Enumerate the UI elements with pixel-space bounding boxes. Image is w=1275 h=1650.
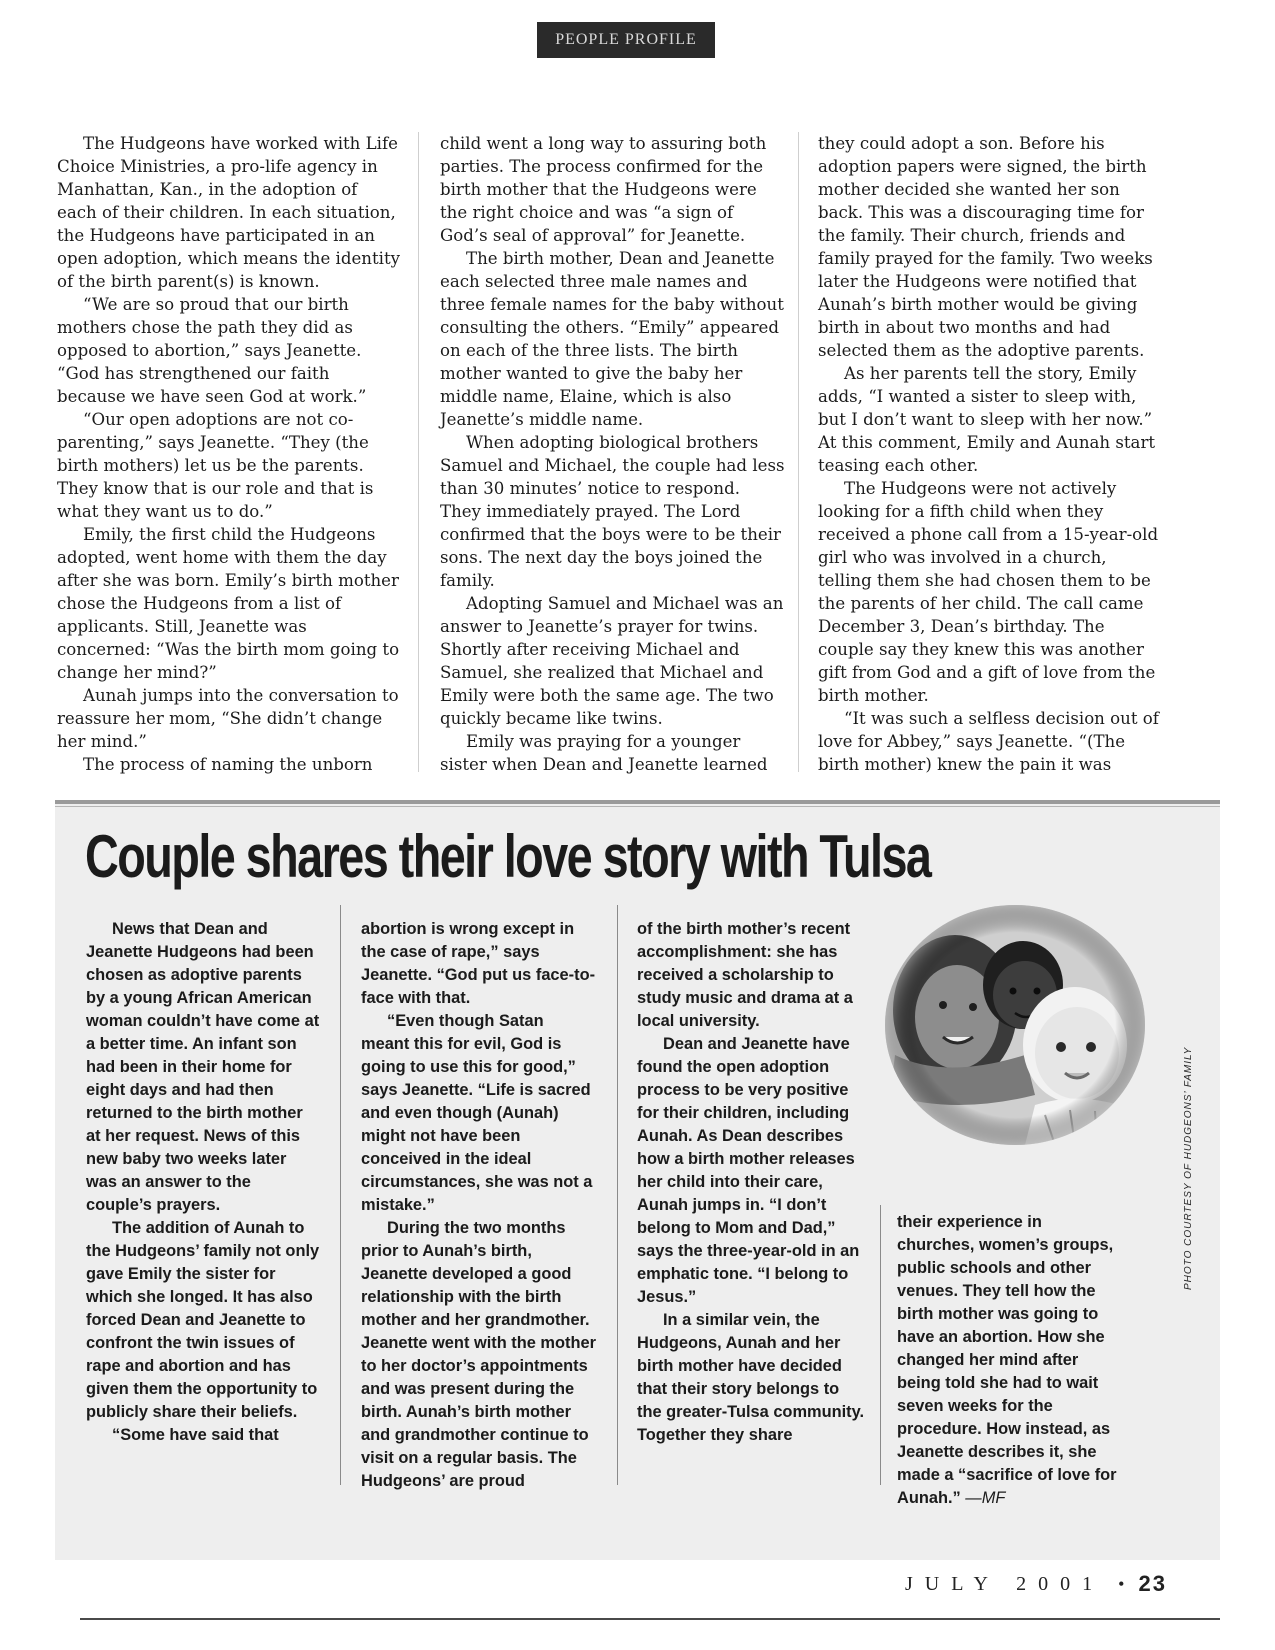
column-divider [418,132,419,772]
sidebar-column-2 [361,918,596,1493]
article-paragraph: they could adopt a son. Before his adoption papers were signed, the birth mother decided she wanted her son back. This was a discouraging time for the family. Their church, friends and family prayed for the family. Two weeks later the Hudgeons were notified that Aunah’s birth mother would be giving birth in about two months and had selected them as the adoptive parents. [818,134,1153,360]
article-paragraph: As her parents tell the story, Emily adds, “I wanted a sister to sleep with, but I don’t want to sleep with her now.” At this comment, Emily and Aunah start teasing each other. [818,364,1156,475]
sidebar-column-divider [617,905,618,1485]
sidebar-column-4 [897,1211,1117,1510]
sidebar-headline: Couple shares their love story with Tulsa [85,823,931,890]
sidebar-top-rule [55,800,1220,804]
bottom-rule [80,1618,1220,1620]
sidebar-paragraph: Dean and Jeanette have found the open adoption process to be very positive for their children, including Aunah. As Dean describes how a birth mother releases her child into their care, Aunah jumps in. “I don’t belong to Mom and Dad,” says the three-year-old in an emphatic tone. “I belong to Jesus.” [637,1035,860,1306]
article-paragraph: The Hudgeons were not actively looking for a fifth child when they received a phone call from a 15-year-old girl who was involved in a church, telling them she had chosen them to be the parents of her child. The call came December 3, Dean’s birthday. The couple say they knew this was another gift from God and a gift of love from the birth mother. [818,479,1159,705]
sidebar-paragraph: abortion is wrong except in the case of rape,” says Jeanette. “God put us face-to-face with that. [361,920,596,1007]
sidebar-paragraph [897,1211,1117,1510]
article-column-1 [57,132,402,776]
sidebar-top-rule-thin [55,806,1220,807]
page-footer [905,1571,1167,1597]
issue-date: JULY 2001 [905,1572,1105,1595]
article-paragraph: “We are so proud that our birth mothers chose the path they did as opposed to abortion,” says Jeanette. “God has strengthened our faith because we have seen God at work.” [57,295,367,406]
sidebar-paragraph: “Some have said that [112,1426,279,1444]
sidebar-paragraph: In a similar vein, the Hudgeons, Aunah and her birth mother have decided that their story belongs to the greater-Tulsa community. Together they share [637,1311,865,1444]
sidebar-paragraph: of the birth mother’s recent accomplishment: she has received a scholarship to study music and drama at a local university. [637,920,853,1030]
article-paragraph: Emily, the first child the Hudgeons adopted, went home with them the day after she was born. Emily’s birth mother chose the Hudgeons from a list of applicants. Still, Jeanette was concerned: “Was the birth mom going to change her mind?” [57,525,400,682]
sidebar-column-3 [637,918,867,1447]
article-paragraph: Adopting Samuel and Michael was an answer to Jeanette’s prayer for twins. Shortly after receiving Michael and Samuel, she realized that Michael and Emily were both the same age. The two quickly became like twins. [440,594,784,728]
article-paragraph: child went a long way to assuring both parties. The process confirmed for the birth mother that the Hudgeons were the right choice and was “a sign of God’s seal of approval” for Jeanette. [440,134,767,245]
article-paragraph: “Our open adoptions are not co-parenting,” says Jeanette. “They (the birth mothers) let us be the parents. They know that is our role and that is what they want us to do.” [57,410,374,521]
sidebar-paragraph: “Even though Satan meant this for evil, God is going to use this for good,” says Jeanette. “Life is sacred and even though (Aunah) might not have been conceived in the ideal circumstances, she was not a mistake.” [361,1012,593,1214]
sidebar-column-divider [340,905,341,1485]
footer-separator: • [1118,1573,1125,1594]
section-label: PEOPLE PROFILE [537,22,715,58]
sidebar-column-1 [86,918,321,1447]
article-column-3 [818,132,1163,776]
column-divider [798,132,799,772]
photo-credit: PHOTO COURTESY OF HUDGEONS’ FAMILY [1183,1046,1194,1290]
article-paragraph: Emily was praying for a younger sister when Dean and Jeanette learned [440,732,768,774]
page-number: 23 [1138,1571,1167,1596]
article-column-2 [440,132,785,776]
children-photo [885,905,1145,1145]
article-paragraph: When adopting biological brothers Samuel and Michael, the couple had less than 30 minutes’ notice to respond. They immediately prayed. The Lord confirmed that the boys were to be their sons. The next day the boys joined the family. [440,433,785,590]
article-paragraph: The Hudgeons have worked with Life Choice Ministries, a pro-life agency in Manhattan, Kan., in the adoption of each of their children. In each situation, the Hudgeons have participated in an open adoption, which means the identity of the birth parent(s) is known. [57,134,401,291]
children-photo-illustration [885,905,1145,1145]
article-paragraph: Aunah jumps into the conversation to reassure her mom, “She didn’t change her mind.” [57,686,399,751]
article-paragraph: The birth mother, Dean and Jeanette each selected three male names and three female names for the baby without consulting the others. “Emily” appeared on each of the three lists. The birth mother wanted to give the baby her middle name, Elaine, which is also Jeanette’s middle name. [440,249,784,429]
sidebar-paragraph: News that Dean and Jeanette Hudgeons had been chosen as adoptive parents by a young African American woman couldn’t have come at a better time. An infant son had been in their home for eight days and had then returned to the birth mother at her request. News of this new baby two weeks later was an answer to the couple’s prayers. [86,920,320,1214]
article-paragraph: The process of naming the unborn [83,755,373,774]
sidebar-closing-text: their experience in churches, women’s groups, public schools and other venues. They tell how the birth mother was going to have an abortion. How she changed her mind after being told she had to wait seven weeks for the procedure. How instead, as Jeanette describes it, she made a “sacrifice of love for Aunah.” [897,1213,1117,1507]
sidebar-paragraph: During the two months prior to Aunah’s birth, Jeanette developed a good relationship with the birth mother and her grandmother. Jeanette went with the mother to her doctor’s appointments and was present during the birth. Aunah’s birth mother and grandmother continue to visit on a regular basis. The Hudgeons’ are proud [361,1219,596,1490]
sidebar-column-divider [880,1205,881,1485]
sidebar-paragraph: The addition of Aunah to the Hudgeons’ family not only gave Emily the sister for which she longed. It has also forced Dean and Jeanette to confront the twin issues of rape and abortion and has given them the opportunity to publicly share their beliefs. [86,1219,320,1421]
author-signature: —MF [965,1489,1006,1507]
article-paragraph: “It was such a selfless decision out of love for Abbey,” says Jeanette. “(The birth mother) knew the pain it was [818,709,1159,774]
